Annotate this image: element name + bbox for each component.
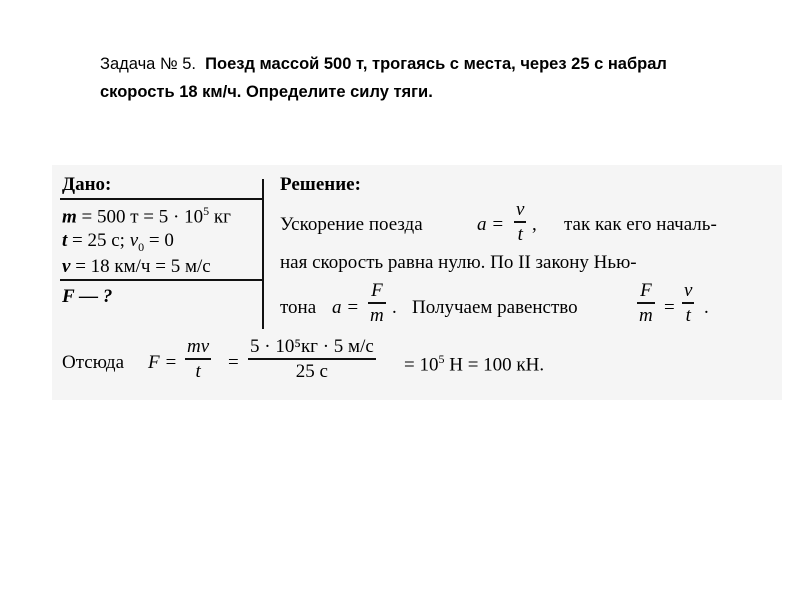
accel-symbol: a = [477,214,505,235]
solution-line3-mid: Получаем равенство [412,297,578,318]
solution-line2: ная скорость равна нулю. По II закону Нью- [280,252,637,273]
solution-header: Решение: [280,174,361,195]
result-force-symbol: F = [148,352,178,373]
given-mass: m = 500 $т = 5 \cdot 10^5$ кг [62,204,231,228]
equality-fraction-left: F m [639,280,653,326]
result-tail: = $10^5$ Н = 100 кН. [404,352,545,376]
solution-line1-pre: Ускорение поезда [280,214,423,235]
result-pre: Отсюда [62,352,125,373]
given-time: t = 25 с; $v_0 = 0$ [62,230,174,254]
given-header: Дано: [62,174,112,195]
given-speed: v = 18 км/ч = 5 м/с [62,256,211,277]
newton-accel-symbol: a = [332,297,360,318]
scanned-solution-image: Дано: m = 500 $т = 5 \cdot 10^5$ кг t = 25 с; $v_0 = 0$ v = 18 км/ч = 5 м/с F — ? Решение: Ускорение поезда a = v t , так как его началь- ная скорость равна нулю. По II закону Нью- тона a = F m . Получаем равенство F m = v t . Отсюда F = mv t = 5 · 10⁵кг · 5 м/с 25 с = $10^5$ Н = 100 кН. [52,165,782,400]
given-header-underline [60,198,262,200]
result-fraction-numeric: 5 · 10⁵кг · 5 м/с 25 с [250,336,374,382]
task-statement [100,50,740,106]
given-solution-divider [262,179,264,329]
solution-line1-post: так как его началь- [564,214,717,235]
equality-fraction-right: v t [684,280,693,326]
given-separator [60,279,262,281]
task-text: Поезд массой 500 т, трогаясь с места, через 25 с набрал скорость 18 км/ч. Определите силу тяги. [100,55,667,101]
accel-fraction: v t [516,199,525,245]
task-number: Задача № 5. [100,55,196,73]
solution-line3-pre: тона [280,297,317,318]
newton-fraction: F m [370,280,384,326]
result-fraction-mv-t: mv t [187,336,210,382]
given-find: F — ? [62,286,113,307]
